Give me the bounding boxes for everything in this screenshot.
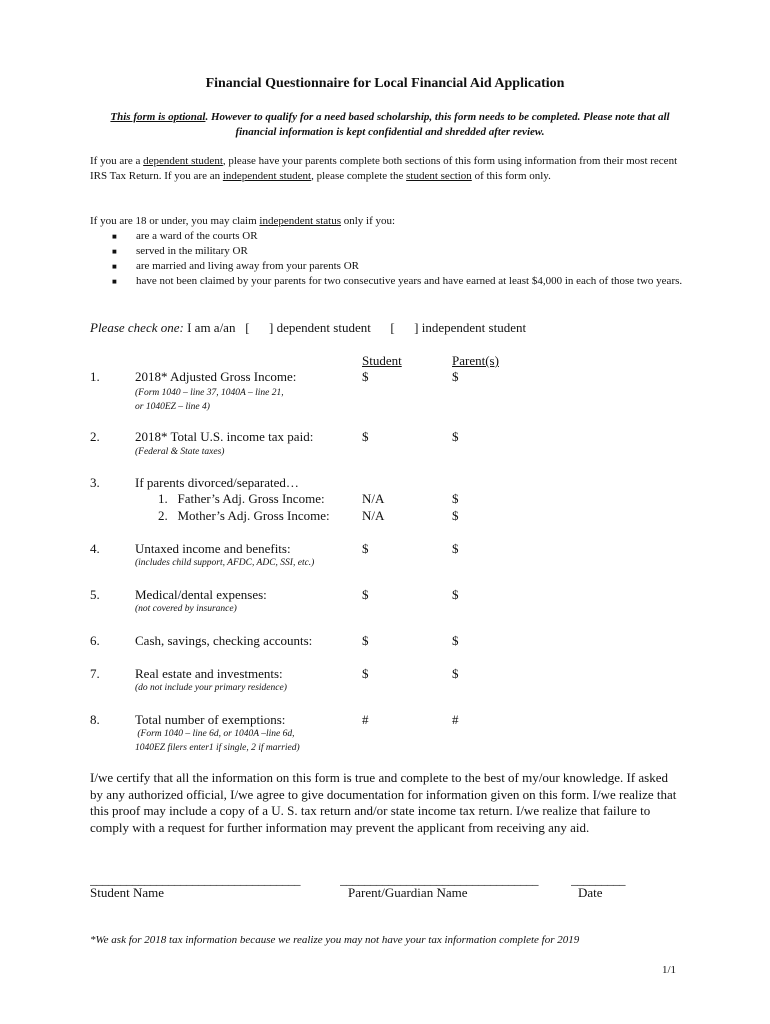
- row-note: (do not include your primary residence): [135, 683, 287, 693]
- student-signature-line[interactable]: ___________________________________: [90, 872, 300, 887]
- bullet-icon: ■: [112, 247, 117, 256]
- check-prompt: Please check one:: [90, 320, 184, 335]
- student-value-field[interactable]: $: [362, 369, 369, 384]
- student-name-label: Student Name: [90, 885, 165, 900]
- parent-value-field[interactable]: $: [452, 587, 459, 602]
- optional-note-underlined: This form is optional: [110, 111, 206, 123]
- check-options[interactable]: I am a/an [ ] dependent student [ ] independent student: [187, 320, 527, 335]
- date-label: Date: [578, 885, 603, 900]
- intro-student-section: student section: [406, 170, 472, 182]
- student-value-field[interactable]: #: [362, 712, 369, 727]
- list-item: [90, 259, 690, 274]
- intro-text-4: of this form only.: [471, 170, 551, 182]
- list-item: [90, 229, 690, 244]
- father-income-student-value: N/A: [362, 491, 385, 506]
- parent-name-label: Parent/Guardian Name: [348, 885, 468, 900]
- list-item: [90, 244, 690, 259]
- row-number: 3.: [90, 475, 100, 490]
- independent-text-1: If you are 18 or under, you may claim: [90, 215, 260, 227]
- bullet-icon: ■: [112, 277, 117, 286]
- row-label: Total number of exemptions:: [135, 712, 286, 727]
- page-number: 1/1: [662, 964, 677, 976]
- row-note: (Form 1040 – line 6d, or 1040A –line 6d,: [135, 729, 295, 739]
- row-note: 1040EZ filers enter1 if single, 2 if married): [135, 743, 300, 753]
- independent-status-link-text: independent status: [259, 215, 341, 227]
- column-header-parents: Parent(s): [452, 353, 499, 368]
- date-line[interactable]: _________: [571, 872, 625, 887]
- independent-criteria-list: [90, 229, 690, 289]
- row-label: Real estate and investments:: [135, 666, 283, 681]
- bullet-icon: ■: [112, 232, 117, 241]
- row-note: (Federal & State taxes): [135, 447, 225, 457]
- row-number: 6.: [90, 633, 100, 648]
- mother-income-parent-field[interactable]: $: [452, 508, 459, 523]
- mother-income-student-value: N/A: [362, 508, 385, 523]
- intro-independent-student: independent student: [222, 170, 312, 182]
- row-number: 5.: [90, 587, 100, 602]
- optional-note-text: . However to qualify for a need based scholarship, this form needs to be completed. Please note that all financial information is kept confidential and shredded after review.: [205, 111, 670, 138]
- row-number: 1.: [90, 369, 100, 384]
- intro-dependent-student: dependent student: [143, 155, 223, 167]
- father-income-label: 1. Father’s Adj. Gross Income:: [158, 491, 325, 506]
- row-label: Cash, savings, checking accounts:: [135, 633, 313, 648]
- independent-status-paragraph: [90, 214, 690, 229]
- list-item-text: served in the military OR: [136, 245, 248, 257]
- parent-value-field[interactable]: $: [452, 429, 459, 444]
- row-note: (not covered by insurance): [135, 604, 237, 614]
- intro-text-1: If you are a: [90, 155, 144, 167]
- parent-value-field[interactable]: $: [452, 369, 459, 384]
- row-label: Untaxed income and benefits:: [135, 541, 291, 556]
- row-note: (includes child support, AFDC, ADC, SSI, etc.): [135, 558, 315, 568]
- footnote: *We ask for 2018 tax information because we realize you may not have your tax information complete for 2019: [90, 934, 580, 946]
- bullet-icon: ■: [112, 262, 117, 271]
- parent-value-field[interactable]: $: [452, 633, 459, 648]
- parent-value-field[interactable]: $: [452, 541, 459, 556]
- intro-text-3: , please complete the: [311, 170, 407, 182]
- optional-note: [90, 110, 690, 140]
- intro-text-2: , please have your parents complete both sections of this form using information from their most recent IRS Tax Return. If you are an: [90, 155, 678, 182]
- row-number: 7.: [90, 666, 100, 681]
- status-check-line: [90, 320, 526, 336]
- student-value-field[interactable]: $: [362, 587, 369, 602]
- mother-income-label: 2. Mother’s Adj. Gross Income:: [158, 508, 330, 523]
- list-item-text: are a ward of the courts OR: [136, 230, 258, 242]
- father-income-parent-field[interactable]: $: [452, 491, 459, 506]
- student-value-field[interactable]: $: [362, 633, 369, 648]
- student-value-field[interactable]: $: [362, 429, 369, 444]
- row-number: 2.: [90, 429, 100, 444]
- parent-value-field[interactable]: #: [452, 712, 459, 727]
- student-value-field[interactable]: $: [362, 666, 369, 681]
- independent-text-2: only if you:: [340, 215, 396, 227]
- certification-statement: I/we certify that all the information on this form is true and complete to the best of my/our knowledge. If asked by any authorized official, I/we agree to give documentation for information given on this form. I/we realize that this proof may include a copy of a U. S. tax return and/or state income tax return. I/we realize that failure to comply with a request for further information may prevent the applicant from receiving any aid.: [90, 770, 677, 835]
- row-label: Medical/dental expenses:: [135, 587, 267, 602]
- page-title: Financial Questionnaire for Local Financial Aid Application: [205, 76, 565, 91]
- parent-signature-line[interactable]: _________________________________: [340, 872, 538, 887]
- list-item-text: are married and living away from your parents OR: [136, 260, 359, 272]
- row-number: 4.: [90, 541, 100, 556]
- row-label: 2018* Adjusted Gross Income:: [135, 369, 297, 384]
- row-label: If parents divorced/separated…: [135, 475, 299, 490]
- list-item: [90, 274, 690, 289]
- intro-paragraph: [90, 154, 690, 184]
- row-note: (Form 1040 – line 37, 1040A – line 21,: [135, 388, 284, 398]
- parent-value-field[interactable]: $: [452, 666, 459, 681]
- column-header-student: Student: [362, 353, 402, 368]
- row-number: 8.: [90, 712, 100, 727]
- row-note: or 1040EZ – line 4): [135, 402, 210, 412]
- list-item-text: have not been claimed by your parents for two consecutive years and have earned at least $4,000 in each of those two years.: [136, 275, 683, 287]
- student-value-field[interactable]: $: [362, 541, 369, 556]
- row-label: 2018* Total U.S. income tax paid:: [135, 429, 314, 444]
